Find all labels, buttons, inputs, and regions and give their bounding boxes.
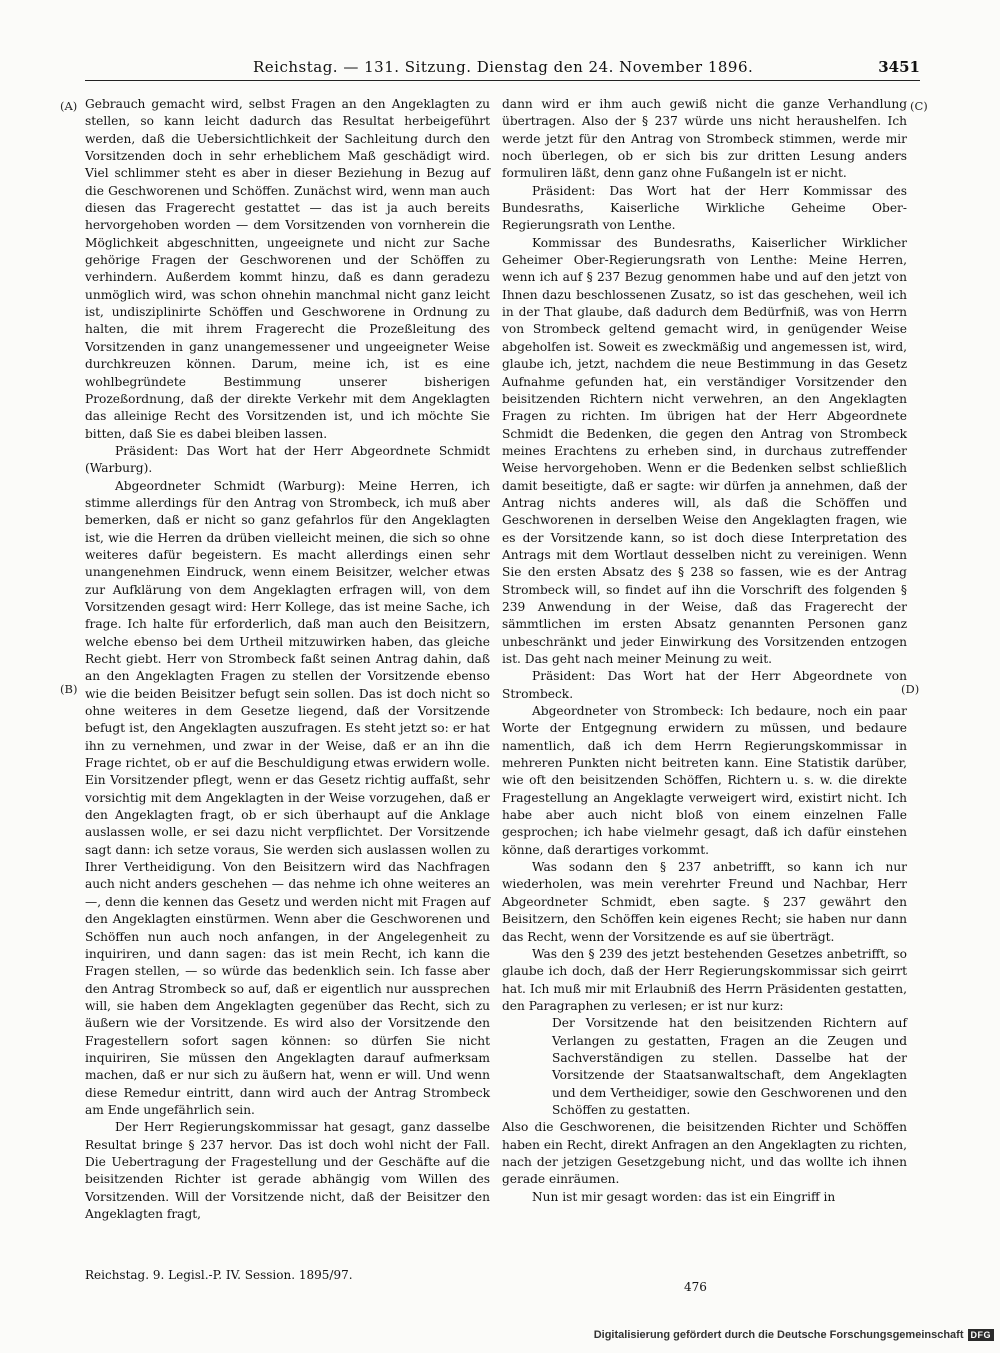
paragraph: Was sodann den § 237 anbetrifft, so kann ich nur wiederholen, was mein verehrter Freund und Nachbar, Herr Abgeordneter Schmidt, eben sagte. § 237 gewährt den Beisitzern, den Schöffen kein eigenes Recht; sie haben nur dann das Recht, wenn der Vorsitzende es auf sie überträgt. xyxy=(502,860,907,944)
paragraph: Präsident: Das Wort hat der Herr Kommissar des Bundesraths, Kaiserliche Wirkliche Geheime Ober-Regierungsrath von Lenthe. xyxy=(502,183,907,233)
quoted-paragraph: Der Vorsitzende hat den beisitzenden Richtern auf Verlangen zu gestatten, Fragen an die Zeugen und Sachverständigen zu stellen. Dasselbe hat der Vorsitzende der Staatsanwaltschaft, dem Angeklagten und dem Vertheidiger, sowie den Geschworenen und den Schöffen zu gestatten. xyxy=(552,1016,907,1117)
right-column xyxy=(502,96,907,1206)
paragraph: Präsident: Das Wort hat der Herr Abgeordnete Schmidt (Warburg). xyxy=(85,443,490,476)
page-number: 3451 xyxy=(878,58,920,76)
paragraph: Gebrauch gemacht wird, selbst Fragen an den Angeklagten zu stellen, so kann leicht dadurch das Resultat herbeigeführt werden, daß die Uebersichtlichkeit der Sachleitung durch den Vorsitzenden doch in sehr erheblichem Maß geschädigt wird. Viel schlimmer steht es aber in dieser Beziehung in Bezug auf die Geschworenen und Schöffen. Zunächst wird, wenn man auch diesen das Fragerecht gestattet — das ist ja auch bereits hervorgehoben worden — dem Vorsitzenden von vornherein die Möglichkeit abgeschnitten, ungeeignete und nicht zur Sache gehörige Fragen der Geschworenen und der Schöffen zu verhindern. Außerdem kommt hinzu, daß es dann geradezu unmöglich wird, was schon ohnehin manchmal nicht ganz leicht ist, undisziplinirte Schöffen und Geschworene in Ordnung zu halten, die mit ihrem Fragerecht die Prozeßleitung des Vorsitzenden in ganz unangemessener und ungeeigneter Weise durchkreuzen können. Darum, meine ich, ist es eine wohlbegründete Bestimmung unserer bisherigen Prozeßordnung, daß der direkte Verkehr mit dem Angeklagten das alleinige Recht des Vorsitzenden ist, und ich möchte Sie bitten, daß Sie es dabei bleiben lassen. xyxy=(85,97,490,441)
paragraph: Nun ist mir gesagt worden: das ist ein Eingriff in xyxy=(532,1189,836,1204)
paragraph: Was den § 239 des jetzt bestehenden Gesetzes anbetrifft, so glaube ich doch, daß der Herr Regierungskommissar sich geirrt hat. Ich muß mir mit Erlaubniß des Herrn Präsidenten gestatten, den Paragraphen zu verlesen; er ist nur kurz: xyxy=(502,946,907,1013)
sheet-signature: Reichstag. 9. Legisl.-P. IV. Session. 1895/97. xyxy=(85,1268,353,1282)
margin-marker-a: (A) xyxy=(60,99,78,113)
sheet-number: 476 xyxy=(684,1280,707,1294)
left-column xyxy=(85,96,490,1223)
paragraph: Kommissar des Bundesraths, Kaiserlicher Wirklicher Geheimer Ober-Regierungsrath von Lenthe: Meine Herren, wenn ich auf § 237 Bezug genommen habe und auf den jetzt von Ihnen dazu beschlossenen Zusatz, so ist das geschehen, weil ich in der That glaube, daß dadurch dem Bedürfniß, was von Herrn von Strombeck geltend gemacht wird, in genügender Weise abgeholfen ist. Soweit es zweckmäßig und angemessen ist, wird, glaube ich, jetzt, nachdem die neue Bestimmung in das Gesetz Aufnahme gefunden hat, ein verständiger Vorsitzender den beisitzenden Richtern nicht verwehren, an den Angeklagten Fragen zu richten. Im übrigen hat der Herr Abgeordnete Schmidt die Bedenken, die gegen den Antrag von Strombeck meines Erachtens zu erheben sind, in durchaus zutreffender Weise hervorgehoben. Wenn er die Bedenken selbst schließlich damit beseitigte, daß er sagte: wir dürfen ja annehmen, daß der Antrag nichts anderes will, als daß die Schöffen und Geschworenen in derselben Weise den Angeklagten fragen, wie es der Vorsitzende kann, so ist doch diese Interpretation des Antrags mit dem Wortlaut desselben nicht zu vereinigen. Wenn Sie den ersten Absatz des § 238 so fassen, wie es der Antrag Strombeck will, so findet auf ihn die Vorschrift des folgenden § 239 Anwendung in der Weise, daß das Fragerecht der sämmtlichen im ersten Absatz genannten Personen ganz unbeschränkt und jeder Einwirkung des Vorsitzenden entzogen ist. Das geht nach meiner Meinung zu weit. xyxy=(502,235,907,666)
paragraph: Präsident: Das Wort hat der Herr Abgeordnete von Strombeck. xyxy=(502,669,907,701)
paragraph: Also die Geschworenen, die beisitzenden Richter und Schöffen haben ein Recht, direkt Anfragen an den Angeklagten zu richten, nach der jetzigen Gesetzgebung nicht, und das wollte ich ihnen gerade einräumen. xyxy=(502,1120,907,1187)
paragraph: Abgeordneter Schmidt (Warburg): Meine Herren, ich stimme allerdings für den Antrag von Strombeck, ich muß aber bemerken, daß er nicht so ganz gefahrlos für den Angeklagten ist, wie die Herren da drüben vielleicht meinen, die sich so ohne weiteres dafür begeistern. Es macht allerdings einen sehr unangenehmen Eindruck, wenn einem Beisitzer, welcher etwas zur Aufklärung von dem Angeklagten erfragen will, von dem Vorsitzenden gesagt wird: Herr Kollege, das ist meine Sache, ich frage. Ich halte für erforderlich, daß man auch den Beisitzern, welche ebenso bei dem Urtheil mitzuwirken haben, das gleiche Recht giebt. Herr von Strombeck faßt seinen Antrag dahin, daß an den Angeklagten Fragen zu stellen der Vorsitzende ebenso wie die beiden Beisitzer befugt sein sollen. Das ist doch nicht so ohne weiteres in dem Gesetze liegend, daß der Vorsitzende befugt ist, den Angeklagten auszufragen. Es steht jetzt so: er hat ihn zu vernehmen, und zwar in der Weise, daß er an ihn die Frage richtet, ob er auf die Beschuldigung etwas erwidern wolle. Ein Vorsitzender pflegt, wenn er das Gesetz richtig auffaßt, sehr vorsichtig mit dem Angeklagten in der Weise vorzugehen, daß er den Angeklagten fragt, ob er sich überhaupt auf die Anklage auslassen wolle, er sei dazu nicht verpflichtet. Der Vorsitzende sagt dann: ich setze voraus, Sie werden sich auslassen wollen zu Ihrer Vertheidigung. Von den Beisitzern wird das Nachfragen auch nicht anders geschehen — das nehme ich ohne weiteres an —, denn die kennen das Gesetz und werden nicht mit Fragen auf den Angeklagten einstürmen. Wenn aber die Geschworenen und Schöffen nun auch noch anfangen, in der Angelegenheit zu inquiriren, und dann sagen: das ist mein Recht, ich kann die Fragen stellen, — so würde das bedenklich sein. Ich fasse aber den Antrag Strombeck so auf, daß er eigentlich nur aussprechen will, sie haben dem Angeklagten gegenüber das Recht, sich zu äußern wie der Vorsitzende. Es wird also der Vorsitzende den Fragestellern sofort sagen können: so dürfen Sie nicht inquiriren, Sie müssen den Angeklagten darauf aufmerksam machen, daß er nur sich zu äußern hat, wenn er will. Und wenn diese Remedur eintritt, dann wird auch der Antrag Strombeck am Ende ungefährlich sein. xyxy=(85,478,490,1117)
paragraph: Der Herr Regierungskommissar hat gesagt, ganz dasselbe Resultat bringe § 237 hervor. Das ist doch wohl nicht der Fall. Die Uebertragung der Fragestellung und der Geschäfte auf die beisitzenden Richter ist gerade abhängig vom Willen des Vorsitzenden. Will der Vorsitzende nicht, daß der Beisitzer den Angeklagten fragt, xyxy=(85,1120,490,1221)
margin-marker-b: (B) xyxy=(60,682,78,696)
digitization-text: Digitalisierung gefördert durch die Deutsche Forschungsgemeinschaft xyxy=(593,1329,964,1341)
running-title: Reichstag. — 131. Sitzung. Dienstag den 24. November 1896. xyxy=(253,58,754,76)
digitization-credit xyxy=(594,1329,994,1341)
margin-marker-c: (C) xyxy=(910,99,928,113)
paragraph: Abgeordneter von Strombeck: Ich bedaure, noch ein paar Worte der Entgegnung erwidern zu müssen, und bedaure namentlich, daß ich dem Herrn Regierungskommissar in mehreren Punkten nicht beitreten kann. Eine Statistik darüber, wie oft den beisitzenden Schöffen, Richtern u. s. w. die direkte Fragestellung an Angeklagte verweigert wird, existirt nicht. Ich habe aber auch nicht bloß von einem einzelnen Falle gesprochen; ich habe vielmehr gesagt, daß ich dafür einstehen könne, daß derartiges vorkommt. xyxy=(502,704,907,857)
dfg-logo: DFG xyxy=(968,1329,995,1341)
page-header xyxy=(85,54,920,81)
paragraph: dann wird er ihm auch gewiß nicht die ganze Verhandlung übertragen. Also der § 237 würde uns nicht heraushelfen. Ich werde jetzt für den Antrag von Strombeck stimmen, werde mir noch überlegen, ob er sich bis zur dritten Lesung anders formuliren läßt, denn ganz ohne Fußangeln ist er nicht. xyxy=(502,97,907,181)
margin-marker-d: (D) xyxy=(901,682,920,696)
